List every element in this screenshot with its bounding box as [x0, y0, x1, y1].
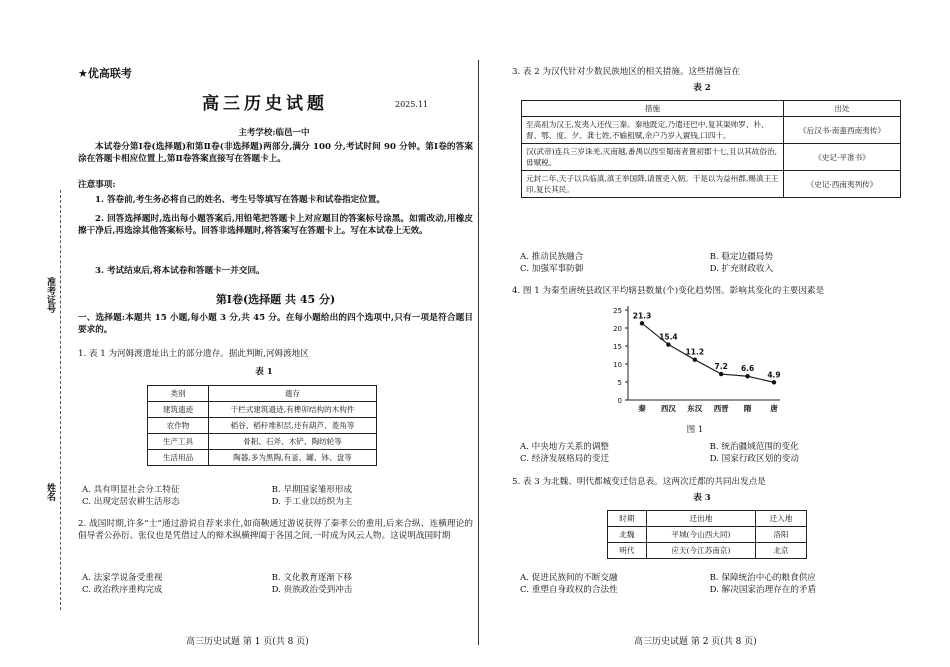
binding-line [60, 190, 61, 610]
data-point [666, 342, 670, 346]
table-cell: 北魏 [608, 527, 647, 543]
y-tick-label: 5 [617, 379, 622, 387]
data-label: 4.9 [767, 370, 781, 380]
table-row [148, 418, 377, 434]
q5-option-b[interactable]: B. 保障统治中心的粮食供应 [709, 573, 816, 583]
exam-date: 2025.11 [395, 100, 429, 109]
data-label: 7.2 [714, 362, 728, 372]
q1-option-b[interactable]: B. 早期国家雏形形成 [271, 485, 353, 495]
table2-header-source: 出处 [784, 101, 901, 117]
table1-header-relics: 遗存 [209, 386, 377, 402]
section-title: 第Ⅰ卷(选择题 共 45 分) [215, 293, 336, 306]
table-row [608, 527, 807, 543]
q5-options [520, 572, 915, 597]
table2-header-measure: 措施 [522, 101, 784, 117]
q2-option-d[interactable]: D. 贵族政治受到冲击 [271, 585, 353, 596]
q1-option-c[interactable]: C. 出现定居农耕生活形态 [82, 497, 180, 508]
q4-option-a[interactable]: A. 中央地方关系的调整 [520, 442, 610, 452]
data-label: 11.2 [685, 347, 705, 357]
q5-option-a[interactable]: A. 促进民族间的不断交融 [520, 573, 618, 583]
q3-stem: 3. 表 2 为汉代针对少数民族地区的相关措施。这些措施旨在 [512, 67, 741, 77]
q4-option-c[interactable]: C. 经济发展格局的变迁 [520, 454, 610, 465]
data-point [693, 357, 697, 361]
q2-options [82, 572, 477, 597]
exam-number-label: 准考证号 [45, 277, 56, 313]
table3-caption: 表 3 [693, 493, 711, 503]
data-label: 21.3 [632, 311, 652, 321]
q2-option-b[interactable]: B. 文化教育逐渐下移 [271, 573, 353, 583]
table-cell: 元封二年,天子以兵临滇,滇王举国降,请置吏入朝。于是以为益州郡,赐滇王王印,复长其民。 [522, 171, 784, 198]
data-point [745, 374, 749, 378]
y-tick-label: 0 [617, 397, 622, 405]
table-1 [147, 385, 377, 466]
x-tick-label: 西汉 [660, 404, 676, 413]
q4-option-b[interactable]: B. 统治疆域范围的变化 [709, 442, 799, 452]
name-label: 姓名 [45, 483, 56, 501]
notes-title: 注意事项: [78, 180, 116, 190]
q3-option-b[interactable]: B. 稳定边疆局势 [709, 252, 773, 262]
data-point [772, 380, 776, 384]
column-divider [478, 60, 479, 645]
table-cell: 北京 [756, 543, 807, 559]
q1-option-d[interactable]: D. 手工业以纺织为主 [271, 497, 353, 508]
q1-stem: 1. 表 1 为河姆渡遗址出土的部分遗存。据此判断,河姆渡地区 [78, 349, 309, 359]
table3-header-to: 迁入地 [756, 511, 807, 527]
table-cell: 农作物 [148, 418, 209, 434]
table-cell: 稻谷、稻秆堆积层,还有葫芦、菱角等 [209, 418, 377, 434]
q3-option-d[interactable]: D. 扩充财政收入 [709, 264, 774, 275]
q1-options [82, 484, 477, 509]
q3-option-a[interactable]: A. 推动民族融合 [520, 252, 584, 262]
data-point [640, 321, 644, 325]
table-3 [607, 510, 807, 559]
q5-option-d[interactable]: D. 解决国家治理存在的矛盾 [709, 585, 817, 596]
brand-label: ★优高联考 [78, 67, 132, 80]
table3-header-from: 迁出地 [646, 511, 755, 527]
q2-stem: 2. 战国时期,许多“士”通过游说自荐来求仕,如商鞅通过游说获得了秦孝公的重用,后来合纵、连横理论的倡导者公孙衍、张仪也是凭借过人的辩术纵横捭阖于各国之间,一时成为风云人物。这说明战国时期 [78, 519, 473, 542]
q5-option-c[interactable]: C. 重塑自身政权的合法性 [520, 585, 618, 596]
table-cell: 平城(今山西大同) [646, 527, 755, 543]
x-tick-label: 秦 [638, 404, 646, 413]
q1-option-a[interactable]: A. 具有明显社会分工特征 [82, 485, 180, 495]
table-row [148, 402, 377, 418]
footer-right: 高三历史试题 第 2 页(共 8 页) [634, 637, 757, 647]
data-label: 6.6 [740, 364, 755, 374]
table-2 [521, 100, 901, 198]
table-cell: 汉(武帝)连兵三岁诛羌,灭南越,番禺以西至蜀南者置初郡十七,且以其故俗治,毋赋税。 [522, 144, 784, 171]
y-tick-label: 25 [613, 307, 622, 315]
note-1: 1. 答卷前,考生务必将自己的姓名、考生号等填写在答题卡和试卷指定位置。 [95, 195, 385, 205]
table-cell: 骨耜、石斧、木铲、陶纺轮等 [209, 434, 377, 450]
table-row [608, 543, 807, 559]
y-tick-label: 20 [613, 325, 622, 333]
note-2: 2. 回答选择题时,选出每小题答案后,用铅笔把答题卡上对应题目的答案标号涂黑。如需改动,用橡皮擦干净后,再选涂其他答案标号。回答非选择题时,将答案写在答题卡上。写在本试卷上无效。 [78, 214, 473, 237]
table-row [522, 171, 901, 198]
chart-figure-1 [600, 300, 790, 422]
table-cell: 应天(今江苏南京) [646, 543, 755, 559]
data-label: 15.4 [659, 332, 678, 342]
data-point [719, 372, 723, 376]
q4-stem: 4. 图 1 为秦至唐统县政区平均辖县数量(个)变化趋势图。影响其变化的主要因素是 [512, 286, 825, 296]
table-cell: 洛阳 [756, 527, 807, 543]
q3-option-c[interactable]: C. 加强军事防御 [520, 264, 584, 275]
q2-option-c[interactable]: C. 政治秩序重构完成 [82, 585, 163, 596]
q4-option-d[interactable]: D. 国家行政区划的变动 [709, 454, 799, 465]
table-row [148, 450, 377, 466]
table-cell: 生产工具 [148, 434, 209, 450]
table-row [522, 117, 901, 144]
table-cell: 《史记·平准书》 [784, 144, 901, 171]
table-row [148, 434, 377, 450]
table-cell: 《史记·西南夷列传》 [784, 171, 901, 198]
x-tick-label: 西晋 [713, 404, 729, 413]
table3-header-period: 时期 [608, 511, 647, 527]
table-cell: 干栏式建筑遗迹,有榫卯结构的木构件 [209, 402, 377, 418]
table2-caption: 表 2 [693, 83, 711, 93]
table-cell: 明代 [608, 543, 647, 559]
q2-option-a[interactable]: A. 法家学说备受重视 [82, 573, 163, 583]
table-cell: 生活用品 [148, 450, 209, 466]
table-row [522, 144, 901, 171]
y-tick-label: 15 [613, 343, 622, 351]
note-3: 3. 考试结束后,将本试卷和答题卡一并交回。 [95, 266, 265, 276]
host-school: 主考学校:临邑一中 [238, 128, 310, 138]
table1-header-category: 类别 [148, 386, 209, 402]
section-instructions: 一、选择题:本题共 15 小题,每小题 3 分,共 45 分。在每小题给出的四个选项中,只有一项是符合题目要求的。 [78, 313, 473, 336]
chart-marks [633, 311, 781, 384]
q4-options [520, 441, 915, 466]
table-cell: 至高祖为汉王,发夷人还伐三秦。秦地既定,乃遣还巴中,复其渠帅罗、朴、督、鄂、度、夕、龚七姓,不输租赋,余户乃岁入賨钱,口四十。 [522, 117, 784, 144]
x-tick-label: 隋 [743, 404, 752, 413]
table-cell: 《后汉书·南蛮西南夷传》 [784, 117, 901, 144]
table-cell: 陶器,多为黑陶,有釜、罐、钵、盘等 [209, 450, 377, 466]
q5-stem: 5. 表 3 为北魏、明代都城变迁信息表。这两次迁都的共同出发点是 [512, 477, 766, 487]
table1-caption: 表 1 [255, 367, 273, 377]
footer-left: 高三历史试题 第 1 页(共 8 页) [186, 637, 309, 647]
y-tick-label: 10 [613, 361, 622, 369]
table-cell: 建筑遗迹 [148, 402, 209, 418]
page-title: 高三历史试题 [202, 94, 328, 114]
x-tick-label: 唐 [770, 404, 778, 413]
figure1-caption: 图 1 [686, 425, 704, 435]
q3-options [520, 251, 915, 276]
intro-text: 本试卷分第Ⅰ卷(选择题)和第Ⅱ卷(非选择题)两部分,满分 100 分,考试时间 90 分钟。第Ⅰ卷的答案涂在答题卡相应位置上,第Ⅱ卷答案直接写在答题卡上。 [78, 142, 473, 165]
x-tick-label: 东汉 [687, 404, 703, 413]
